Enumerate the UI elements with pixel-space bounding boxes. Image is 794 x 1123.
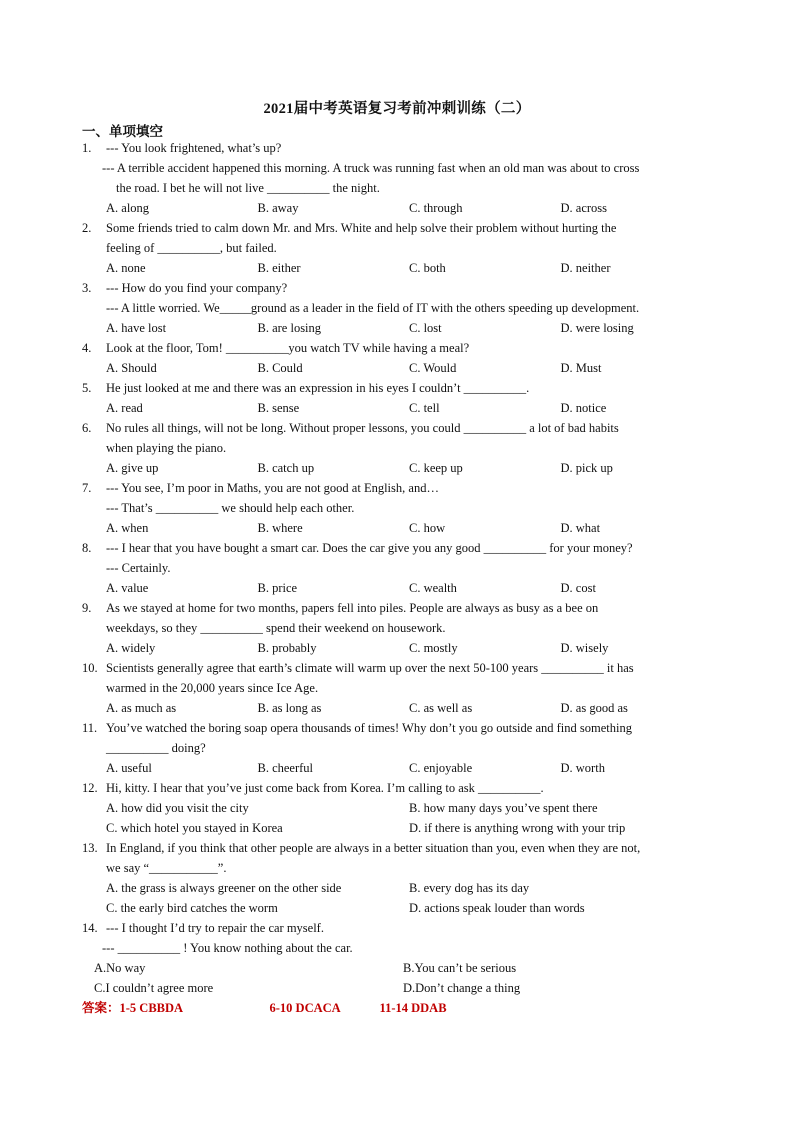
- option-row: [82, 318, 712, 338]
- question-text: --- That’s __________ we should help each other.: [106, 501, 355, 515]
- question-number: 2.: [82, 221, 92, 235]
- question-text: --- __________ ! You know nothing about the car.: [102, 941, 353, 955]
- option-a[interactable]: A. how did you visit the city: [106, 801, 249, 815]
- option-c[interactable]: C. Would: [409, 361, 457, 375]
- answer-group-2: 6-10 DCACA: [269, 1001, 341, 1015]
- option-a[interactable]: A. Should: [106, 361, 157, 375]
- question-text-line: [82, 338, 712, 358]
- question-text-line: [82, 598, 712, 618]
- option-a[interactable]: A. give up: [106, 461, 159, 475]
- question-6: [82, 418, 712, 478]
- option-b[interactable]: B. away: [257, 201, 299, 215]
- question-text-line: [82, 838, 712, 858]
- option-b[interactable]: B. every dog has its day: [409, 881, 530, 895]
- option-d[interactable]: D. pick up: [560, 461, 613, 475]
- option-row: [82, 698, 712, 718]
- question-text-line: [82, 938, 712, 958]
- option-a[interactable]: A. have lost: [106, 321, 167, 335]
- question-text-line: [82, 298, 712, 318]
- question-11: [82, 718, 712, 778]
- option-a[interactable]: A. as much as: [106, 701, 177, 715]
- question-text: __________ doing?: [106, 741, 206, 755]
- question-text-line: [82, 138, 712, 158]
- question-14: [82, 918, 712, 998]
- question-text-line: [82, 478, 712, 498]
- option-c[interactable]: C. through: [409, 201, 463, 215]
- question-text: Scientists generally agree that earth’s climate will warm up over the next 50-100 years __________ it has: [106, 661, 634, 675]
- question-7: [82, 478, 712, 538]
- question-number: 4.: [82, 341, 92, 355]
- question-text: He just looked at me and there was an expression in his eyes I couldn’t __________.: [106, 381, 530, 395]
- option-c[interactable]: C. keep up: [409, 461, 463, 475]
- option-row: [82, 878, 712, 898]
- question-text-line: [82, 618, 712, 638]
- option-d[interactable]: D. Must: [560, 361, 602, 375]
- option-a[interactable]: A. read: [106, 401, 143, 415]
- option-c[interactable]: C. lost: [409, 321, 442, 335]
- option-b[interactable]: B. where: [257, 521, 303, 535]
- question-text-line: [82, 778, 712, 798]
- option-b[interactable]: B. how many days you’ve spent there: [409, 801, 598, 815]
- question-number: 7.: [82, 481, 92, 495]
- option-d[interactable]: D. notice: [560, 401, 607, 415]
- question-text-line: [82, 178, 712, 198]
- option-row: [82, 518, 712, 538]
- question-number: 5.: [82, 381, 92, 395]
- question-text: --- Certainly.: [106, 561, 171, 575]
- option-b[interactable]: B. cheerful: [257, 761, 314, 775]
- question-text-line: [82, 378, 712, 398]
- question-number: 13.: [82, 841, 98, 855]
- option-d[interactable]: D. wisely: [560, 641, 609, 655]
- option-d[interactable]: D. what: [560, 521, 601, 535]
- question-text: --- I hear that you have bought a smart car. Does the car give you any good __________ for your money?: [106, 541, 633, 555]
- question-text-line: [82, 858, 712, 878]
- option-row: [82, 958, 712, 978]
- option-row: [82, 258, 712, 278]
- option-d[interactable]: D. actions speak louder than words: [409, 901, 585, 915]
- option-c[interactable]: C. how: [409, 521, 446, 535]
- option-row: [82, 198, 712, 218]
- question-text-line: [82, 918, 712, 938]
- option-a[interactable]: A.No way: [94, 961, 146, 975]
- option-row: [82, 398, 712, 418]
- option-b[interactable]: B. catch up: [257, 461, 315, 475]
- question-1: [82, 138, 712, 218]
- question-text-line: [82, 498, 712, 518]
- option-row: [82, 898, 712, 918]
- option-d[interactable]: D.Don’t change a thing: [403, 981, 521, 995]
- question-text: Hi, kitty. I hear that you’ve just come back from Korea. I’m calling to ask __________.: [106, 781, 544, 795]
- option-a[interactable]: A. none: [106, 261, 146, 275]
- question-text-line: [82, 658, 712, 678]
- question-text: --- How do you find your company?: [106, 281, 288, 295]
- question-number: 6.: [82, 421, 92, 435]
- option-row: [82, 818, 712, 838]
- question-number: 3.: [82, 281, 92, 295]
- question-text-line: [82, 718, 712, 738]
- option-b[interactable]: B. either: [257, 261, 301, 275]
- question-text-line: [82, 158, 712, 178]
- option-c[interactable]: C. which hotel you stayed in Korea: [106, 821, 283, 835]
- option-c[interactable]: C. the early bird catches the worm: [106, 901, 278, 915]
- question-text: Look at the floor, Tom! __________you watch TV while having a meal?: [106, 341, 470, 355]
- question-text-line: [82, 418, 712, 438]
- option-a[interactable]: A. the grass is always greener on the other side: [106, 881, 342, 895]
- option-b[interactable]: B.You can’t be serious: [403, 961, 517, 975]
- question-list: [82, 138, 712, 998]
- option-d[interactable]: D. were losing: [560, 321, 634, 335]
- question-12: [82, 778, 712, 838]
- option-a[interactable]: A. when: [106, 521, 149, 535]
- option-c[interactable]: C. tell: [409, 401, 440, 415]
- option-c[interactable]: C. wealth: [409, 581, 457, 595]
- page-title: 2021届中考英语复习考前冲刺训练（二）: [263, 101, 531, 117]
- question-text: Some friends tried to calm down Mr. and Mrs. White and help solve their problem without hurting the: [106, 221, 617, 235]
- question-text: --- A terrible accident happened this morning. A truck was running fast when an old man was about to cross: [102, 161, 640, 175]
- option-b[interactable]: B. as long as: [257, 701, 322, 715]
- question-text: when playing the piano.: [106, 441, 227, 455]
- option-d[interactable]: D. if there is anything wrong with your trip: [409, 821, 626, 835]
- question-text: --- A little worried. We_____ground as a leader in the field of IT with the others speeding up development.: [106, 301, 640, 315]
- question-text: warmed in the 20,000 years since Ice Age.: [106, 681, 319, 695]
- question-number: 8.: [82, 541, 92, 555]
- question-text-line: [82, 278, 712, 298]
- question-text-line: [82, 238, 712, 258]
- option-c[interactable]: C. both: [409, 261, 446, 275]
- option-b[interactable]: B. probably: [257, 641, 317, 655]
- question-text-line: [82, 538, 712, 558]
- option-a[interactable]: A. widely: [106, 641, 156, 655]
- question-8: [82, 538, 712, 598]
- option-a[interactable]: A. along: [106, 201, 150, 215]
- option-d[interactable]: D. worth: [560, 761, 605, 775]
- answer-label: 答案：: [82, 1001, 120, 1015]
- question-number: 9.: [82, 601, 92, 615]
- question-text: feeling of __________, but failed.: [106, 241, 277, 255]
- question-text: No rules all things, will not be long. Without proper lessons, you could __________ a lot of bad habits: [106, 421, 619, 435]
- option-row: [82, 578, 712, 598]
- answer-group-1: 1-5 CBBDA: [119, 1001, 184, 1015]
- question-text-line: [82, 678, 712, 698]
- option-d[interactable]: D. across: [560, 201, 608, 215]
- answer-group-3: 11-14 DDAB: [379, 1001, 447, 1015]
- option-row: [82, 358, 712, 378]
- option-b[interactable]: B. Could: [257, 361, 303, 375]
- question-text: In England, if you think that other people are always in a better situation than you, even when they are not,: [106, 841, 641, 855]
- option-c[interactable]: C. mostly: [409, 641, 458, 655]
- option-row: [82, 978, 712, 998]
- question-text: --- You look frightened, what’s up?: [106, 141, 282, 155]
- option-c[interactable]: C. as well as: [409, 701, 473, 715]
- answer-key: [82, 998, 447, 1016]
- option-d[interactable]: D. as good as: [560, 701, 628, 715]
- option-row: [82, 638, 712, 658]
- question-13: [82, 838, 712, 918]
- option-b[interactable]: B. price: [257, 581, 298, 595]
- question-10: [82, 658, 712, 718]
- option-row: [82, 798, 712, 818]
- section-heading: 一、单项填空: [82, 124, 163, 139]
- question-text: --- I thought I’d try to repair the car myself.: [106, 921, 324, 935]
- question-3: [82, 278, 712, 338]
- question-2: [82, 218, 712, 278]
- option-d[interactable]: D. neither: [560, 261, 611, 275]
- question-9: [82, 598, 712, 658]
- option-a[interactable]: A. value: [106, 581, 149, 595]
- question-text-line: [82, 558, 712, 578]
- option-d[interactable]: D. cost: [560, 581, 596, 595]
- question-text: You’ve watched the boring soap opera thousands of times! Why don’t you go outside and find something: [106, 721, 632, 735]
- question-number: 14.: [82, 921, 98, 935]
- question-text: weekdays, so they __________ spend their weekend on housework.: [106, 621, 446, 635]
- question-text: we say “___________”.: [106, 861, 227, 875]
- question-text: As we stayed at home for two months, papers fell into piles. People are always as busy as a bee on: [106, 601, 599, 615]
- option-row: [82, 758, 712, 778]
- question-number: 11.: [82, 721, 98, 735]
- question-4: [82, 338, 712, 378]
- question-text: the road. I bet he will not live __________ the night.: [116, 181, 380, 195]
- option-c[interactable]: C. enjoyable: [409, 761, 473, 775]
- option-b[interactable]: B. are losing: [257, 321, 322, 335]
- question-text-line: [82, 738, 712, 758]
- question-5: [82, 378, 712, 418]
- question-text-line: [82, 218, 712, 238]
- option-c[interactable]: C.I couldn’t agree more: [94, 981, 214, 995]
- question-text: --- You see, I’m poor in Maths, you are not good at English, and…: [106, 481, 439, 495]
- question-number: 12.: [82, 781, 98, 795]
- option-b[interactable]: B. sense: [257, 401, 300, 415]
- question-number: 10.: [82, 661, 98, 675]
- question-text-line: [82, 438, 712, 458]
- question-number: 1.: [82, 141, 92, 155]
- option-row: [82, 458, 712, 478]
- option-a[interactable]: A. useful: [106, 761, 152, 775]
